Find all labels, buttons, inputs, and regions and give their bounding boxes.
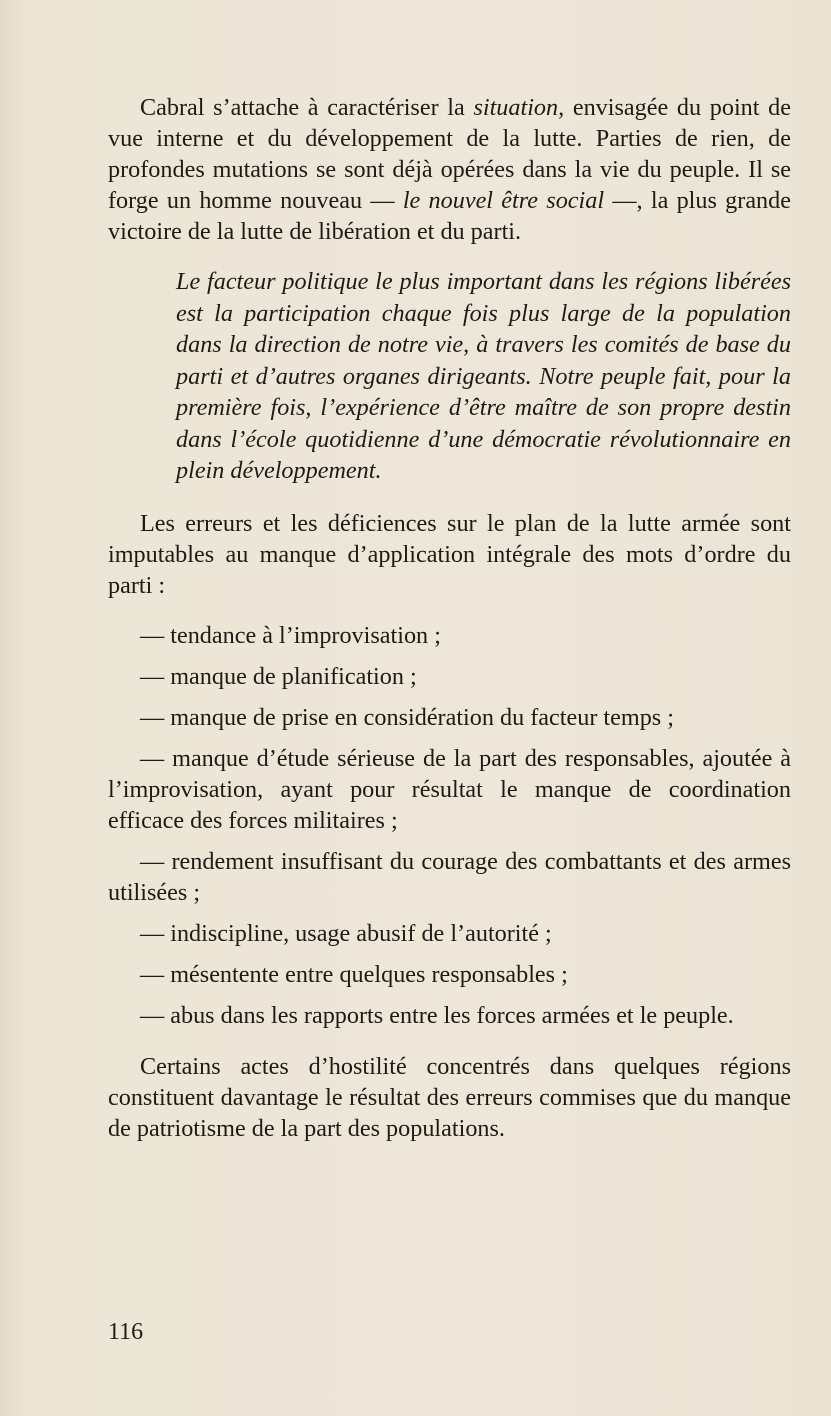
page-number: 116 xyxy=(108,1319,144,1345)
hostility-paragraph: Certains actes d’hostilité concentrés dans quelques régions constituent davantage le résultat des erreurs commises que du manque de patriotisme de la part des populations. xyxy=(108,1052,791,1142)
intro-text-2: envisagée du point de vue interne et du développement de la lutte. Parties de rien, de profondes mutations se sont déjà opérées dans la vie du peuple. Il se forge un homme nouveau — xyxy=(108,94,791,214)
list-item: — tendance à l’improvisation ; xyxy=(140,621,441,649)
list-item: — manque de prise en considération du facteur temps ; xyxy=(140,703,674,731)
intro-paragraph xyxy=(108,92,791,247)
list-item: — indiscipline, usage abusif de l’autorité ; xyxy=(140,919,552,947)
cabral-quote: Le facteur politique le plus important dans les régions libérées est la participation chaque fois plus large de la population dans la direction de notre vie, à travers les comités de base du parti et d’autres organes dirigeants. Notre peuple fait, pour la première fois, l’expérience d’être maître de son propre destin dans l’école quotidienne d’une démocratie révolutionnaire en plein développement. xyxy=(176,268,791,484)
page-text xyxy=(108,92,791,1144)
errors-list xyxy=(108,620,791,1031)
intro-situation: situation, xyxy=(473,94,565,121)
list-item: — abus dans les rapports entre les forces armées et le peuple. xyxy=(140,1001,734,1029)
intro-text-1: Cabral s’attache à caractériser la xyxy=(140,94,474,121)
list-item: — rendement insuffisant du courage des combattants et des armes utilisées ; xyxy=(108,847,791,906)
list-item: — manque de planification ; xyxy=(140,662,417,690)
intro-text-3: —, la plus grande victoire de la lutte de libération et du parti. xyxy=(108,187,791,245)
list-item: — mésentente entre quelques responsables ; xyxy=(140,960,568,988)
list-item: — manque d’étude sérieuse de la part des responsables, ajoutée à l’improvisation, ayant pour résultat le manque de coordination efficace des forces militaires ; xyxy=(108,744,791,834)
errors-paragraph: Les erreurs et les déficiences sur le plan de la lutte armée sont imputables au manque d’application intégrale des mots d’ordre du parti : xyxy=(108,509,791,599)
intro-nouvel-etre: le nouvel être social xyxy=(402,187,605,214)
